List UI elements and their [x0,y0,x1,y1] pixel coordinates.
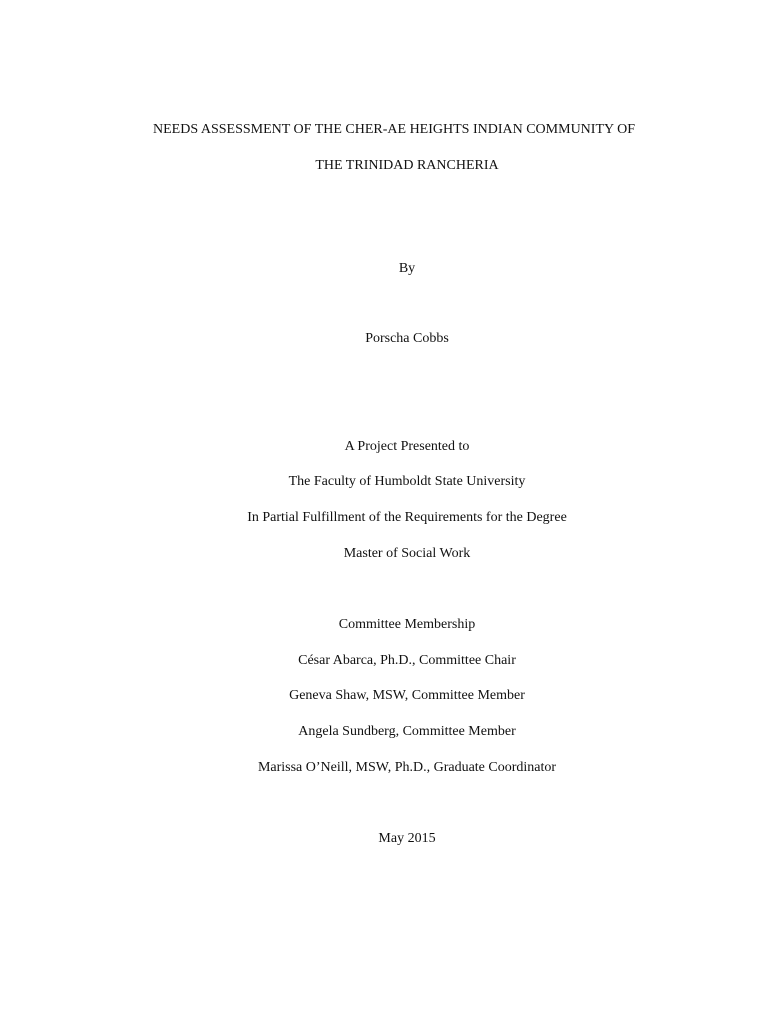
committee-member: Angela Sundberg, Committee Member [298,724,516,739]
author-name: Porscha Cobbs [365,331,449,346]
degree-name: Master of Social Work [343,546,471,561]
committee-member: Geneva Shaw, MSW, Committee Member [289,688,525,703]
committee-member: Marissa O’Neill, MSW, Ph.D., Graduate Coordinator [257,760,557,775]
title-line-1: NEEDS ASSESSMENT OF THE CHER-AE HEIGHTS INDIAN COMMUNITY OF [153,122,635,137]
committee-heading: Committee Membership [338,617,476,632]
submission-date: May 2015 [378,831,436,846]
title-line-2: THE TRINIDAD RANCHERIA [315,158,499,173]
byline: By [398,261,416,276]
presented-line-1: A Project Presented to [344,439,470,454]
committee-member: César Abarca, Ph.D., Committee Chair [298,653,516,668]
presented-line-3: In Partial Fulfillment of the Requirements for the Degree [247,510,567,525]
presented-line-2: The Faculty of Humboldt State University [288,474,526,489]
